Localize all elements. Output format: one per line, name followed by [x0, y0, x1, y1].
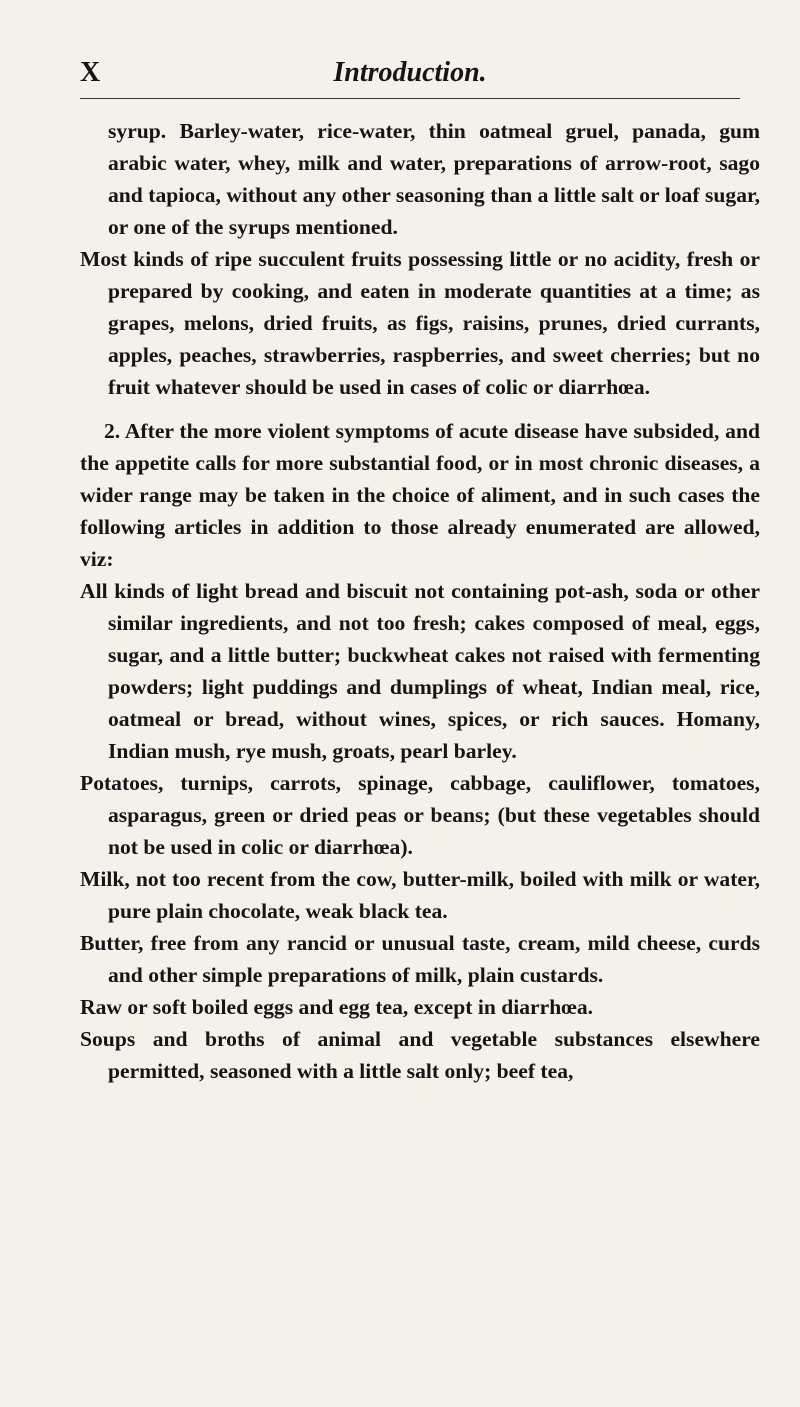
paragraph-2: Most kinds of ripe succulent fruits possessing little or no acidity, fresh or prepared by cooking, and eaten in moderate quantities at a time; as grapes, melons, dried fruits, as figs, raisins, prunes, dried currants, apples, peaches, strawberries, raspberries, and sweet cherries; but no fruit whatever should be used in cases of colic or diarrhœa. — [80, 247, 760, 399]
paragraph-8: Raw or soft boiled eggs and egg tea, except in diarrhœa. — [80, 995, 594, 1019]
paragraph-3: 2. After the more violent symptoms of acute disease have subsided, and the appetite calls for more substantial food, or in most chronic diseases, a wider range may be taken in the choice of aliment, and in such cases the following articles in addition to those already enumerated are allowed, viz: — [80, 419, 760, 571]
paragraph-7: Butter, free from any rancid or unusual taste, cream, mild cheese, curds and other simple preparations of milk, plain custards. — [80, 931, 760, 987]
page-header — [80, 58, 740, 99]
page-number: X — [80, 57, 101, 88]
paragraph-1: syrup. Barley-water, rice-water, thin oatmeal gruel, panada, gum arabic water, whey, milk and water, preparations of arrow-root, sago and tapioca, without any other seasoning than a little salt or loaf sugar, or one of the syrups mentioned. — [108, 119, 760, 239]
paragraph-9: Soups and broths of animal and vegetable substances elsewhere permitted, seasoned with a little salt only; beef tea, — [80, 1027, 760, 1083]
paragraph-6: Milk, not too recent from the cow, butter-milk, boiled with milk or water, pure plain chocolate, weak black tea. — [80, 867, 760, 923]
paragraph-4: All kinds of light bread and biscuit not containing pot-ash, soda or other similar ingredients, and not too fresh; cakes composed of meal, eggs, sugar, and a little butter; buckwheat cakes not raised with fermenting powders; light puddings and dumplings of wheat, Indian meal, rice, oatmeal or bread, without wines, spices, or rich sauces. Homany, Indian mush, rye mush, groats, pearl barley. — [80, 579, 760, 763]
body-text — [80, 115, 760, 1087]
paragraph-5: Potatoes, turnips, carrots, spinage, cabbage, cauliflower, tomatoes, asparagus, green or dried peas or beans; (but these vegetables should not be used in colic or diarrhœa). — [80, 771, 760, 859]
running-title: Introduction. — [333, 57, 487, 88]
